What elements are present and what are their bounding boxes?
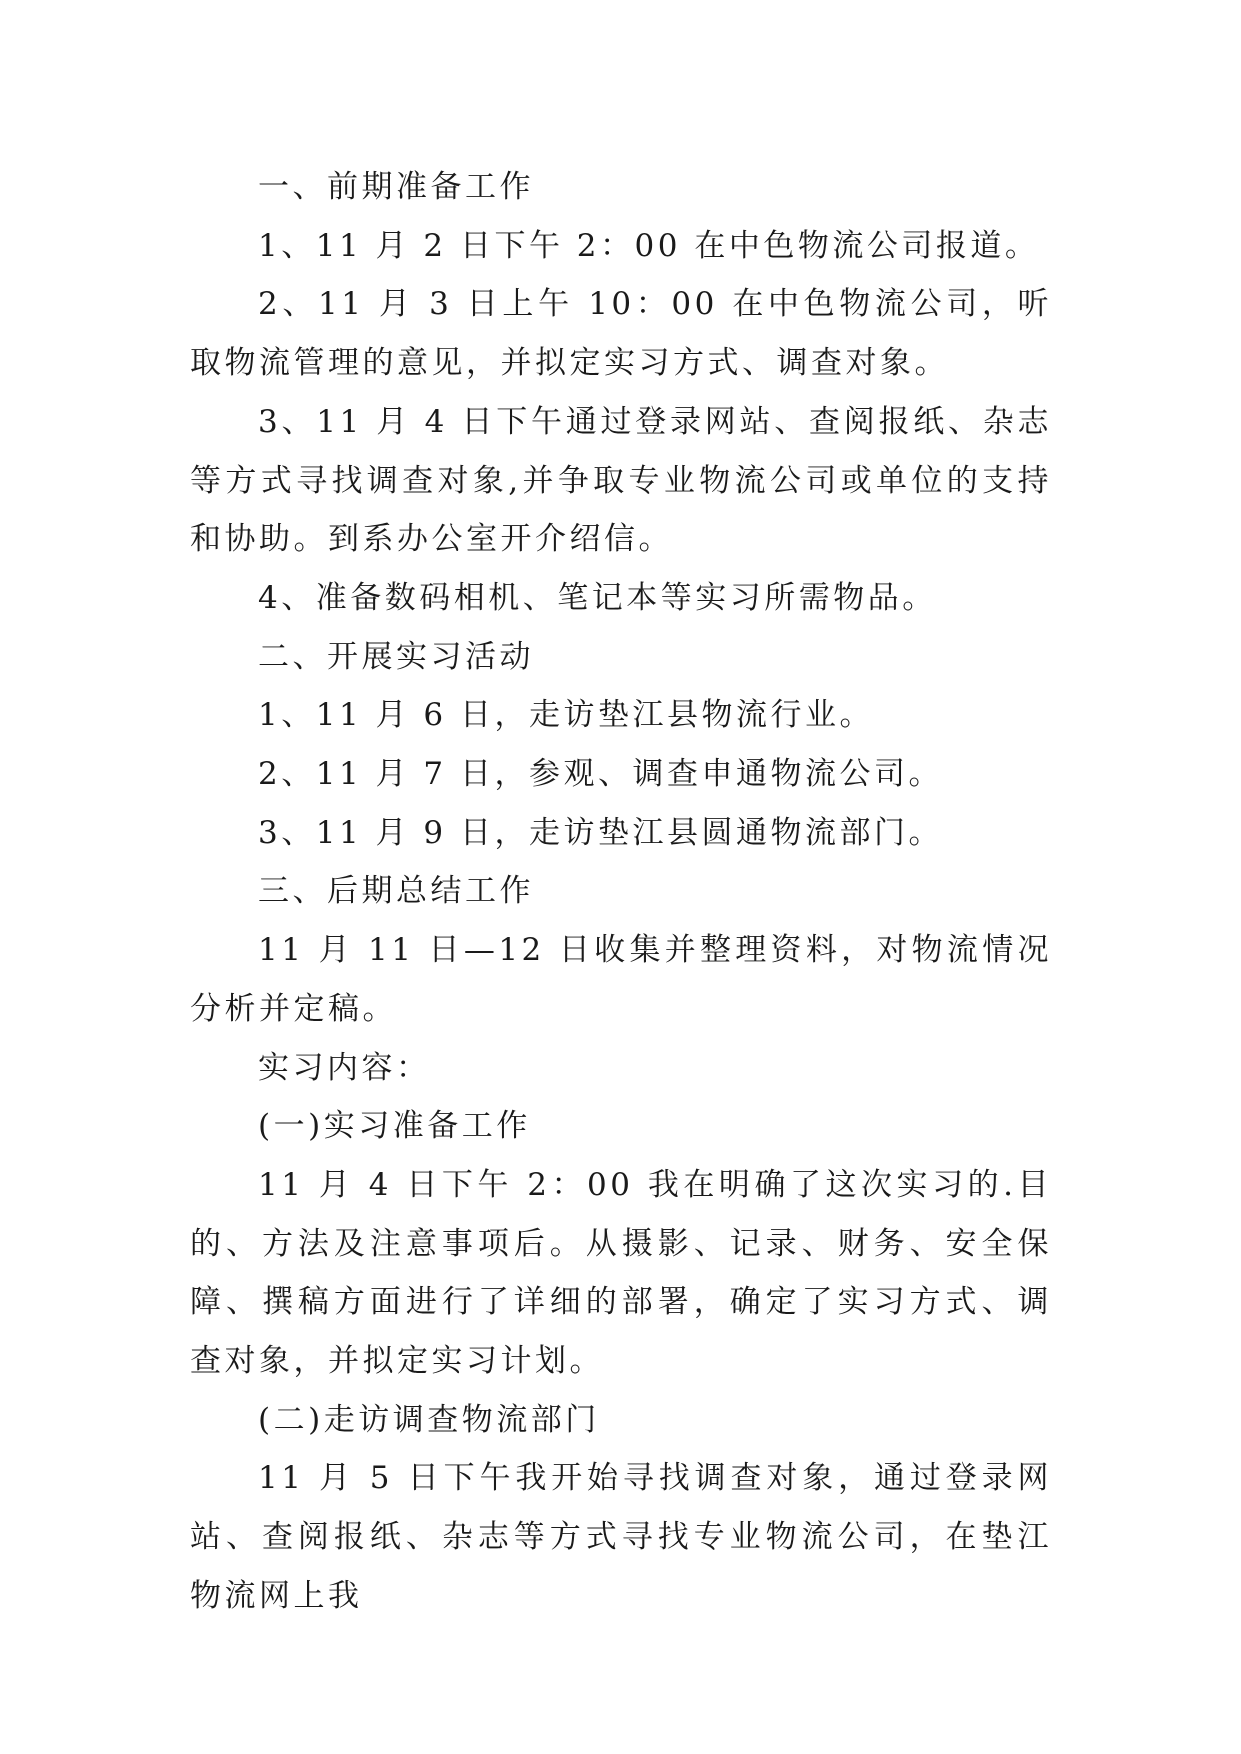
paragraph-2: 2、11 月 3 日上午 10：00 在中色物流公司，听取物流管理的意见，并拟定实习方式、调查对象。 xyxy=(190,286,1052,382)
section-heading-1: 一、前期准备工作 xyxy=(258,169,534,205)
paragraph-5: 1、11 月 6 日，走访垫江县物流行业。 xyxy=(258,697,874,734)
document-body xyxy=(190,158,1052,1626)
section-heading-3: 三、后期总结工作 xyxy=(258,873,534,910)
subsection-heading-1: (一)实习准备工作 xyxy=(258,1108,531,1145)
paragraph-7: 3、11 月 9 日，走访垫江县圆通物流部门。 xyxy=(258,814,943,851)
section-heading-2: 二、开展实习活动 xyxy=(258,638,534,675)
paragraph-3: 3、11 月 4 日下午通过登录网站、查阅报纸、杂志等方式寻找调查对象,并争取专业物流公司或单位的支持和协助。到系办公室开介绍信。 xyxy=(190,403,1052,558)
section-heading-4: 实习内容： xyxy=(258,1049,431,1086)
paragraph-4: 4、准备数码相机、笔记本等实习所需物品。 xyxy=(258,579,937,616)
paragraph-8: 11 月 11 日—12 日收集并整理资料，对物流情况分析并定稿。 xyxy=(190,932,1052,1027)
subsection-heading-2: (二)走访调查物流部门 xyxy=(258,1401,600,1438)
paragraph-6: 2、11 月 7 日，参观、调查申通物流公司。 xyxy=(258,756,943,793)
paragraph-10: 11 月 5 日下午我开始寻找调查对象，通过登录网站、查阅报纸、杂志等方式寻找专业物流公司，在垫江物流网上我 xyxy=(190,1460,1052,1614)
paragraph-1: 1、11 月 2 日下午 2：00 在中色物流公司报道。 xyxy=(258,227,1040,264)
paragraph-9: 11 月 4 日下午 2：00 我在明确了这次实习的.目的、方法及注意事项后。从摄影、记录、财务、安全保障、撰稿方面进行了详细的部署，确定了实习方式、调查对象，并拟定实习计划。 xyxy=(190,1166,1052,1380)
